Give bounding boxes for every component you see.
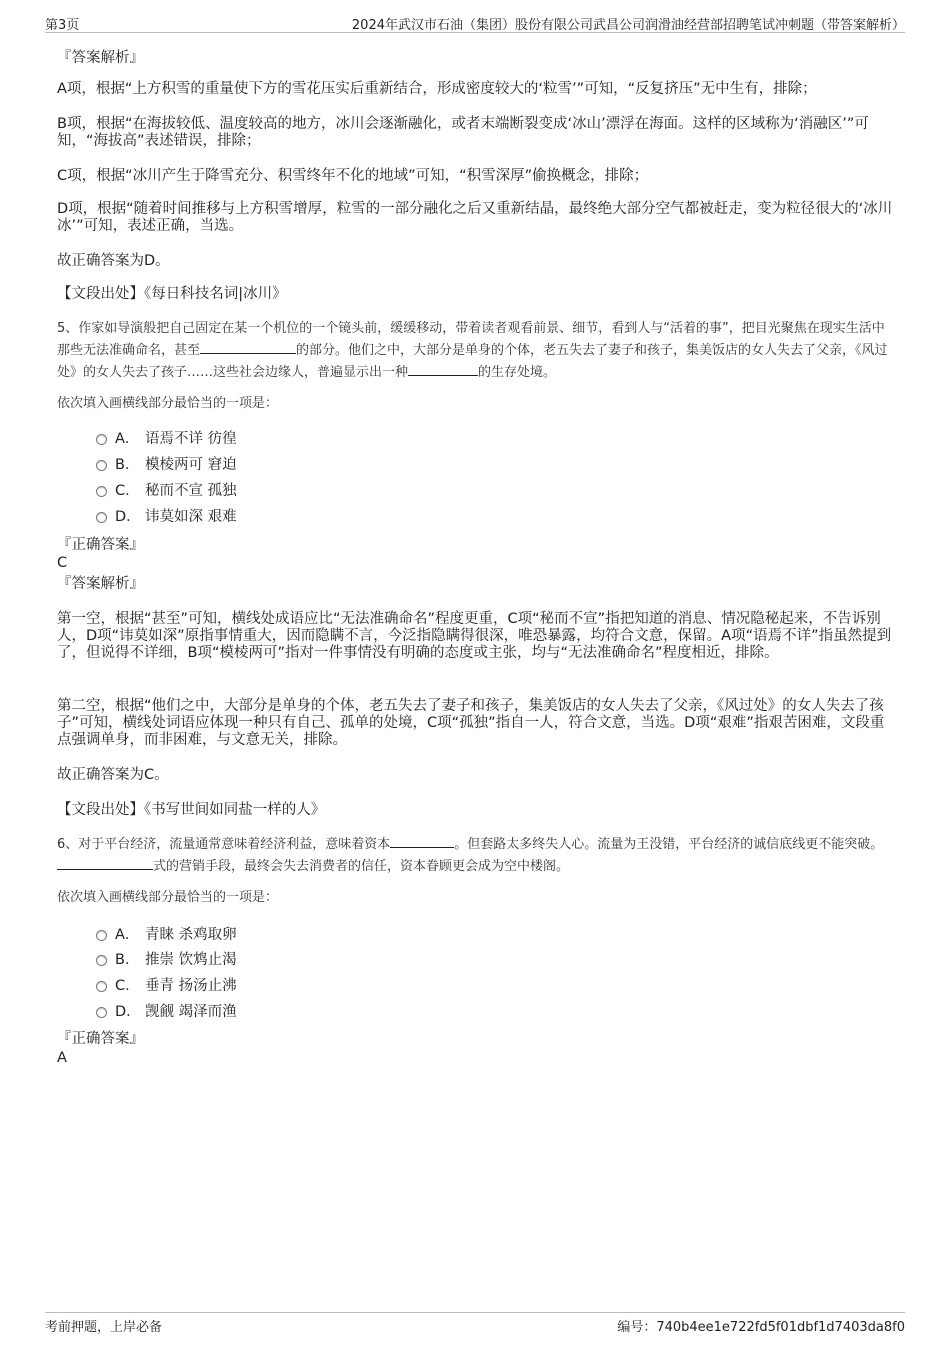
- q5-option-a[interactable]: [96, 430, 237, 448]
- q5-analysis-label: 『答案解析』: [57, 576, 144, 592]
- q5-analysis-p1: 第一空，根据“甚至”可知，横线处成语应比“无法准确命名”程度更重，C项“秘而不宣”指把知道的消息、情况隐秘起来，不告诉别人，D项“讳莫如深”原指事情重大，因而隐瞒不言，今泛指隐瞒得很深，唯恐暴露，均符合文意，保留。A项“语焉不详”指虽然提到了，但说得不详细，B项“模棱两可”指对一件事情没有明确的态度或主张，均与“无法准确命名”程度相近，排除。: [57, 611, 892, 661]
- option-text: 语焉不详 彷徨: [145, 431, 237, 447]
- radio-icon[interactable]: [96, 955, 107, 966]
- q5-blank-1: [200, 341, 296, 354]
- q5-option-b[interactable]: [96, 456, 237, 474]
- q6-stem: [57, 834, 893, 878]
- q4-analysis-a: A项，根据“上方积雪的重量使下方的雪花压实后重新结合，形成密度较大的‘粒雪’”可知，“反复挤压”无中生有，排除；: [57, 81, 817, 97]
- option-letter: C．: [115, 978, 140, 994]
- option-letter: A．: [115, 927, 140, 943]
- q6-blank-2: [57, 857, 153, 870]
- q4-analysis-c: C项，根据“冰川产生于降雪充分、积雪终年不化的地域”可知，“积雪深厚”偷换概念，排除；: [57, 168, 649, 184]
- option-letter: B．: [115, 952, 140, 968]
- q5-source: 【文段出处】《书写世间如同盐一样的人》: [57, 802, 326, 818]
- option-letter: D．: [115, 509, 141, 525]
- page-number: 第3页: [45, 18, 80, 33]
- q6-blank-1: [390, 835, 454, 848]
- option-text: 青睐 杀鸡取卵: [145, 927, 237, 943]
- page-header: [45, 14, 905, 33]
- radio-icon[interactable]: [96, 434, 107, 445]
- page-footer: [45, 1312, 905, 1334]
- q5-stem-part2: 的部分。他们之中，大部分是单身的个体，老五失去了妻子和孩子，集美饭店的女人失去了父亲，《风过处》的女人失去了孩子……这些社会边缘人，普遍显示出一种: [57, 343, 888, 380]
- q5-stem: [57, 318, 893, 384]
- document-id: 编号：740b4ee1e722fd5f01dbf1d7403da8f0: [617, 1320, 905, 1335]
- option-letter: D．: [115, 1004, 141, 1020]
- radio-icon[interactable]: [96, 460, 107, 471]
- option-letter: B．: [115, 457, 140, 473]
- q6-stem-part1: 6、对于平台经济，流量通常意味着经济利益，意味着资本: [57, 837, 391, 852]
- q6-stem-part2: 。但套路太多终失人心。流量为王没错，平台经济的诚信底线更不能突破。: [454, 837, 884, 852]
- q4-source: 【文段出处】《每日科技名词|冰川》: [57, 286, 287, 302]
- q6-option-d[interactable]: [96, 1003, 237, 1021]
- q5-answer: C: [57, 555, 68, 571]
- q4-conclusion: 故正确答案为D。: [57, 253, 170, 269]
- radio-icon[interactable]: [96, 512, 107, 523]
- q4-analysis-label: 『答案解析』: [57, 50, 144, 66]
- q6-answer-label: 『正确答案』: [57, 1031, 144, 1047]
- footer-slogan: 考前押题，上岸必备: [45, 1320, 163, 1335]
- q4-analysis-b: B项，根据“在海拔较低、温度较高的地方，冰川会逐渐融化，或者末端断裂变成‘冰山’漂浮在海面。这样的区域称为‘消融区’”可知，“海拔高”表述错误，排除；: [57, 116, 869, 149]
- q6-instruction: 依次填入画横线部分最恰当的一项是：: [57, 890, 279, 905]
- q5-answer-label: 『正确答案』: [57, 537, 144, 553]
- radio-icon[interactable]: [96, 981, 107, 992]
- radio-icon[interactable]: [96, 1007, 107, 1018]
- q4-analysis-d: D项，根据“随着时间推移与上方积雪增厚，粒雪的一部分融化之后又重新结晶，最终绝大部分空气都被赶走，变为粒径很大的‘冰川冰’”可知，表述正确，当选。: [57, 201, 893, 234]
- q6-option-b[interactable]: [96, 951, 237, 969]
- option-text: 推崇 饮鸩止渴: [145, 952, 237, 968]
- q6-answer: A: [57, 1050, 67, 1066]
- q5-stem-part3: 的生存处境。: [478, 365, 557, 380]
- q6-stem-part3: 式的营销手段，最终会失去消费者的信任，资本眷顾更会成为空中楼阁。: [153, 859, 570, 874]
- option-text: 觊觎 竭泽而渔: [145, 1004, 237, 1020]
- q5-instruction: 依次填入画横线部分最恰当的一项是：: [57, 396, 279, 411]
- q5-analysis-p2: 第二空，根据“他们之中，大部分是单身的个体，老五失去了妻子和孩子，集美饭店的女人失去了父亲，《风过处》的女人失去了孩子”可知，横线处词语应体现一种只有自己、孤单的处境，C项“孤独”指自一人，符合文意，当选。D项“艰难”指艰苦困难，文段重点强调单身，而非困难，与文意无关，排除。: [57, 698, 885, 748]
- q5-stem-part1: 5、作家如导演般把自己固定在某一个机位的一个镜头前，缓缓移动，带着读者观看前景、细节，看到人与“活着的事”，把目光聚焦在现实生活中那些无法准确命名，甚至: [57, 321, 885, 358]
- option-text: 秘而不宣 孤独: [145, 483, 237, 499]
- document-title: 2024年武汉市石油（集团）股份有限公司武昌公司润滑油经营部招聘笔试冲刺题（带答案解析）: [351, 18, 905, 33]
- option-letter: A．: [115, 431, 140, 447]
- option-text: 模棱两可 窘迫: [145, 457, 237, 473]
- radio-icon[interactable]: [96, 486, 107, 497]
- option-text: 讳莫如深 艰难: [145, 509, 237, 525]
- q6-option-c[interactable]: [96, 977, 237, 995]
- option-text: 垂青 扬汤止沸: [145, 978, 237, 994]
- q6-option-a[interactable]: [96, 926, 237, 944]
- q5-blank-2: [408, 363, 478, 376]
- radio-icon[interactable]: [96, 930, 107, 941]
- option-letter: C．: [115, 483, 140, 499]
- q5-option-c[interactable]: [96, 482, 237, 500]
- q5-option-d[interactable]: [96, 508, 237, 526]
- q5-conclusion: 故正确答案为C。: [57, 767, 169, 783]
